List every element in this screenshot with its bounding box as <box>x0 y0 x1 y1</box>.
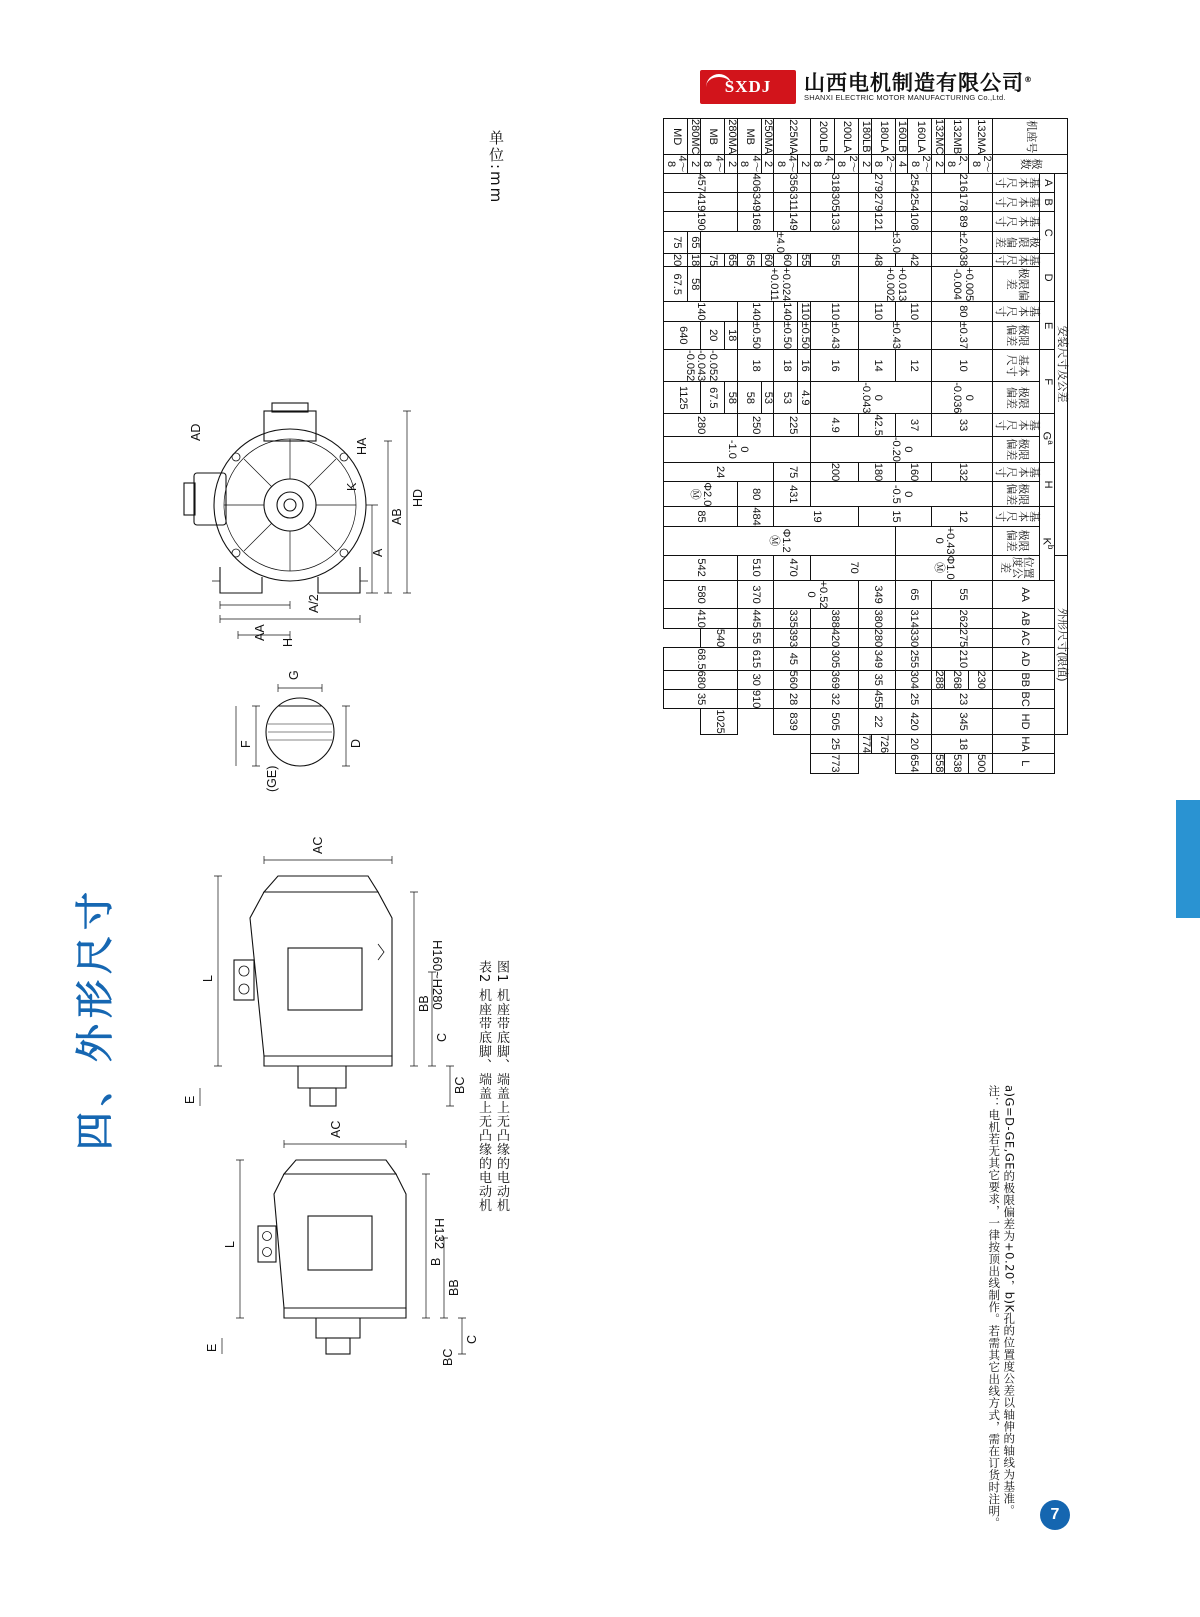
svg-text:L: L <box>201 975 215 982</box>
cell-BB: 304 <box>895 670 932 689</box>
cell-G-tol: 0 -0.20 <box>810 436 992 462</box>
cell-A: 216 <box>932 173 993 192</box>
svg-text:A: A <box>371 548 385 557</box>
cell-H: 225 <box>774 414 811 436</box>
cell-poles: 2 <box>761 155 774 173</box>
cell-model: 132MB <box>944 119 968 155</box>
cell-HA: 35 <box>664 689 737 708</box>
cell-C: 121 <box>859 212 896 231</box>
th-K-basic: 基本尺寸 <box>993 507 1040 526</box>
cell-BC: 45 <box>774 648 811 670</box>
svg-text:AC: AC <box>329 1120 343 1138</box>
cell-L: 654 <box>895 754 932 773</box>
cell-E-tol: ±0.50 <box>774 321 798 349</box>
svg-text:BC: BC <box>453 1076 467 1094</box>
cell-E: 110 <box>798 302 811 321</box>
svg-text:HA: HA <box>355 437 369 455</box>
cell-L: 500 <box>968 754 992 773</box>
svg-text:C: C <box>465 1334 479 1344</box>
registered-icon: ® <box>1024 75 1033 85</box>
cell-poles: 2～8 <box>908 155 933 173</box>
cell-H: 132 <box>932 462 993 481</box>
cell-AB: 484 <box>737 507 774 526</box>
svg-text:AD: AD <box>189 423 203 441</box>
cell-AA: 80 <box>737 482 774 507</box>
cell-BB: 393 <box>774 628 811 647</box>
cell-AB: 388 <box>810 609 858 628</box>
th-D-tol: 极限偏差 <box>993 267 1040 302</box>
svg-text:E: E <box>183 1095 197 1104</box>
th-F: F <box>1040 350 1055 414</box>
svg-text:BB: BB <box>447 1279 461 1296</box>
th-B-basic: 基本尺寸 <box>993 192 1040 211</box>
th-group-mount: 安装尺寸及公差 <box>1055 173 1068 555</box>
logo-mark-icon <box>700 70 796 104</box>
cell-F-tol: 0 -0.036 <box>932 382 993 414</box>
cell-C: 149 <box>774 212 811 231</box>
cell-poles: 2 <box>932 155 945 173</box>
cell-poles: 2 <box>859 155 872 173</box>
cell-BB: 349 <box>859 648 896 670</box>
cell-HD: 560 <box>774 670 811 689</box>
cell-F: 18 <box>688 254 701 267</box>
cell-F: 20 <box>700 321 724 349</box>
cell-G: 53 <box>761 382 774 414</box>
cell-K-tol: +0.43 0 <box>895 526 992 555</box>
cell-HD: 615 <box>737 648 774 670</box>
cell-model: 280MC <box>688 119 701 155</box>
cell-D-tol: +0.005 -0.004 <box>932 267 993 302</box>
cell-model: 180LB <box>859 119 872 155</box>
cell-BC: 35 <box>859 670 896 689</box>
cell-L: 1125 <box>664 382 701 414</box>
cell-H: 180 <box>859 462 896 481</box>
cell-C: 190 <box>664 212 737 231</box>
cell-BB: 540 <box>700 628 737 647</box>
cell-AD: 410 <box>664 609 737 628</box>
dimension-table-wrapper <box>663 118 1068 774</box>
figure-caption-1: 图1 机座带底脚、端盖上无凸缘的电动机 <box>494 960 509 1213</box>
cell-HA: 22 <box>859 709 896 734</box>
cell-H: 250 <box>737 414 774 436</box>
cell-BB: 369 <box>810 670 858 689</box>
cell-C-tol: ±2.0 <box>932 231 993 253</box>
svg-text:F: F <box>239 740 253 748</box>
th-A: A <box>1040 173 1055 192</box>
cell-AD: 370 <box>737 580 774 609</box>
cell-G: 53 <box>774 382 798 414</box>
th-model: 机座号 <box>993 119 1068 155</box>
cell-HD: 345 <box>932 709 993 734</box>
th-E-basic: 基本尺寸 <box>993 302 1040 321</box>
svg-text:K: K <box>345 482 359 491</box>
th-HD: HD <box>993 709 1055 734</box>
cell-E: 140 <box>774 302 798 321</box>
cell-HA: 18 <box>932 734 993 753</box>
svg-text:AB: AB <box>390 508 404 525</box>
cell-D: 60 <box>762 254 775 267</box>
th-HA: HA <box>993 734 1055 753</box>
cell-HA: 30 <box>737 670 774 689</box>
cell-BB: 445 <box>737 609 774 628</box>
side-tab-marker <box>1176 800 1200 918</box>
cell-H: 200 <box>810 462 858 481</box>
cell-C: 133 <box>810 212 858 231</box>
cell-L: 774 <box>859 734 872 754</box>
cell-AC: 580 <box>664 580 737 609</box>
th-D-basic: 基本尺寸 <box>993 254 1041 266</box>
cell-AD: 305 <box>810 648 858 670</box>
cell-BB: 288 <box>932 670 945 689</box>
table-letter-header-row <box>1040 119 1055 774</box>
cell-L: 773 <box>810 754 858 773</box>
cell-F: 10 <box>932 350 993 382</box>
cell-F-tol: 0 -0.043 <box>810 382 931 414</box>
cell-B: 279 <box>859 192 896 211</box>
cell-E-tol: ±0.43 <box>810 321 858 349</box>
th-B: B <box>1040 192 1055 211</box>
cell-F-tol: -0.052 -0.043 -0.052 <box>664 350 737 382</box>
cell-A: 254 <box>895 173 932 192</box>
cell-K: 15 <box>859 507 932 526</box>
cell-poles: 4、8 <box>811 155 835 173</box>
cell-E: 80 <box>932 302 993 321</box>
cell-D: 48 <box>859 254 896 267</box>
cell-model: 132MA <box>968 119 992 155</box>
cell-E: 140 <box>664 302 737 321</box>
cell-BC: 55 <box>737 628 774 647</box>
cell-poles: 4～8 <box>774 155 799 173</box>
cell-C: 168 <box>737 212 774 231</box>
cell-HA: 20 <box>895 734 932 753</box>
svg-text:B: B <box>429 1257 443 1266</box>
th-BB: BB <box>993 670 1055 689</box>
th-E: E <box>1040 302 1055 350</box>
cell-poles: 4～8 <box>664 155 689 173</box>
cell-BC: 25 <box>895 689 932 708</box>
cell-D: 38 <box>932 254 993 267</box>
cell-BC: 23 <box>932 689 993 708</box>
cell-D: 55 <box>798 254 811 267</box>
th-C-basic: 基本尺寸 <box>993 212 1040 231</box>
svg-text:A/2: A/2 <box>307 594 321 613</box>
cell-AC: 380 <box>859 609 896 628</box>
cell-poles: 2 <box>688 155 701 173</box>
cell-A: 279 <box>859 173 896 192</box>
svg-text:H: H <box>281 637 295 647</box>
th-BC: BC <box>993 689 1055 708</box>
page-title: 四、外形尺寸 <box>73 885 117 1150</box>
cell-BC: 68.5 <box>664 648 737 670</box>
cell-K: 12 <box>932 507 993 526</box>
cell-poles: 2 <box>725 155 738 173</box>
cell-H: 160 <box>895 462 932 481</box>
cell-BB: 230 <box>968 670 992 689</box>
th-G-basic: 基本尺寸 <box>993 414 1040 436</box>
cell-AC: 275 <box>932 628 993 647</box>
cell-model: 180LA <box>871 119 895 155</box>
svg-text:C: C <box>435 1032 449 1042</box>
logo-mark-text: SXDJ <box>724 77 772 96</box>
svg-text:G: G <box>287 670 301 680</box>
cell-model: 160LA <box>908 119 932 155</box>
cell-L: 839 <box>774 709 811 734</box>
cell-L: 538 <box>944 754 968 773</box>
cell-C: 89 <box>932 212 993 231</box>
cell-B: 349 <box>737 192 774 211</box>
cell-A: 457 <box>664 173 737 192</box>
cell-model: 160LB <box>895 119 908 155</box>
cell-AC: 470 <box>774 555 811 580</box>
cell-BC: 32 <box>810 689 858 708</box>
page-number: 7 <box>1040 1500 1070 1530</box>
svg-text:E: E <box>205 1343 219 1352</box>
cell-model: MD <box>664 119 688 155</box>
cell-model: 250MA <box>762 119 775 155</box>
cell-AC: 330 <box>895 628 932 647</box>
svg-text:AA: AA <box>253 624 267 641</box>
th-G-tol: 极限偏差 <box>993 436 1040 462</box>
cell-HD: 420 <box>895 709 932 734</box>
cell-poles: 2、8 <box>945 155 969 173</box>
cell-AD: 335 <box>774 609 811 628</box>
cell-C: 108 <box>895 212 932 231</box>
cell-poles: 4～8 <box>701 155 726 173</box>
cell-G: 4.9 <box>810 414 858 436</box>
cell-K: 24 <box>664 462 774 481</box>
cell-A: 406 <box>737 173 774 192</box>
cell-D: 55 <box>810 254 858 267</box>
figure-caption-2: 表2 机座带底脚、端盖上无凸缘的电动机 <box>476 960 491 1213</box>
cell-model: 132MC <box>932 119 945 155</box>
th-poles: 极数 <box>993 155 1068 173</box>
th-K: $K^b$ <box>1040 507 1055 580</box>
cell-D: 65 <box>737 254 761 267</box>
th-H-tol: 极限偏差 <box>993 482 1040 507</box>
cell-BB: 268 <box>944 670 968 689</box>
cell-AD: 255 <box>895 648 932 670</box>
cell-B: 311 <box>774 192 811 211</box>
cell-G: 37 <box>895 414 932 436</box>
cell-C-tol: ±3.0 <box>859 231 932 253</box>
cell-E-tol: ±0.50 <box>737 321 774 349</box>
cell-D: 75 <box>664 231 688 253</box>
cell-D-tol: +0.013 +0.002 <box>859 267 932 302</box>
cell-E-tol: ±0.43 <box>859 321 932 349</box>
cell-AA: 70 <box>810 555 895 580</box>
note-a-b: a)G=D-GE,GE的极限偏差为+0.20，b)K孔的位置度公差以轴伸的轴线为基准。 <box>1002 1085 1017 1517</box>
company-logo <box>700 70 1033 104</box>
th-K-tol: 极限偏差 <box>993 526 1040 555</box>
cell-AB: 262 <box>932 609 993 628</box>
cell-model: MB <box>737 119 761 155</box>
table-row <box>798 119 811 774</box>
cell-poles: 2～8 <box>835 155 860 173</box>
table-group-header-row <box>1055 119 1068 774</box>
th-L: L <box>993 754 1055 773</box>
cell-D: 75 <box>700 254 724 267</box>
cell-E-tol: ±0.50 <box>798 321 811 350</box>
cell-K-postol: Φ2.0 Ⓜ <box>664 482 737 507</box>
cell-AA: 65 <box>895 580 932 609</box>
cell-model: 225MA <box>774 119 811 155</box>
th-K-postol: 位置度公差 <box>993 555 1040 580</box>
cell-HA: 25 <box>810 734 858 753</box>
svg-text:L: L <box>223 1241 237 1248</box>
cell-G: 58 <box>725 382 738 414</box>
cell-G: 42.5 <box>859 414 896 436</box>
cell-G: 4.9 <box>798 382 811 414</box>
cell-E: 140 <box>737 302 774 321</box>
note-wiring: 注：电机若无其它要求，一律按顶出线制作。若需其它出线方式，需在订货时注明。 <box>987 1085 1002 1529</box>
th-AD: AD <box>993 648 1055 670</box>
th-C-tol: 极限偏差 <box>993 231 1040 253</box>
cell-AB: 314 <box>895 609 932 628</box>
svg-text:AC: AC <box>311 836 325 854</box>
svg-text:HD: HD <box>411 488 425 507</box>
unit-label: 单位:mm <box>487 130 505 205</box>
cell-B: 305 <box>810 192 858 211</box>
cell-A: 356 <box>774 173 811 192</box>
drawing-shaft-section <box>228 670 398 800</box>
cell-F: 18 <box>737 350 774 382</box>
th-AB: AB <box>993 609 1055 628</box>
cell-BB: 640 <box>664 321 701 349</box>
cell-model: 200LA <box>834 119 858 155</box>
cell-poles: 4～8 <box>738 155 762 173</box>
cell-H: 280 <box>664 414 737 436</box>
cell-AC: 420 <box>810 628 858 647</box>
cell-G: 67.5 <box>700 382 724 414</box>
cell-F: 18 <box>725 321 738 349</box>
cell-L: 726 <box>871 734 895 753</box>
cell-model: MB <box>700 119 724 155</box>
cell-E: 110 <box>859 302 896 321</box>
cell-L: 1025 <box>700 709 737 734</box>
table-row <box>968 119 992 774</box>
th-E-tol: 极限偏差 <box>993 321 1040 349</box>
th-G: $G^a$ <box>1040 414 1055 462</box>
drawing-label-h160-h280: H160~H280 <box>430 940 445 1010</box>
cell-C-tol: ±4.0 <box>700 231 858 253</box>
cell-AA: 85 <box>664 507 737 526</box>
cell-G: 58 <box>688 267 701 302</box>
company-name-en: SHANXI ELECTRIC MOTOR MANUFACTURING Co.,Ltd. <box>804 93 1006 103</box>
cell-K-postol: Φ1.2 Ⓜ <box>664 526 895 555</box>
cell-K-postol: Φ1.0 Ⓜ <box>895 555 992 580</box>
cell-H-tol: 0 -0.5 <box>810 482 992 507</box>
cell-poles: 4 <box>895 155 908 173</box>
cell-poles: 2～8 <box>872 155 896 173</box>
cell-poles: 2～8 <box>969 155 994 173</box>
cell-AB: 542 <box>664 555 737 580</box>
cell-AA: 55 <box>932 580 993 609</box>
dimension-table <box>663 118 1068 774</box>
cell-K: 19 <box>774 507 859 526</box>
company-name-cn: 山西电机制造有限公司® <box>804 71 1033 96</box>
cell-B: 254 <box>895 192 932 211</box>
cell-B: 178 <box>932 192 993 211</box>
cell-H-tol: 0 -1.0 <box>664 436 811 462</box>
cell-D: 65 <box>688 231 701 253</box>
cell-F: 12 <box>895 350 932 382</box>
cell-model: 200LB <box>810 119 834 155</box>
cell-F: 16 <box>798 350 811 382</box>
cell-AD: 280 <box>859 628 896 647</box>
th-C: C <box>1040 212 1055 254</box>
cell-G: 33 <box>932 414 993 436</box>
cell-poles: 2 <box>798 155 811 173</box>
cell-E: 110 <box>895 302 932 321</box>
cell-HD: 505 <box>810 709 858 734</box>
drawing-label-h132: H132 <box>432 1218 447 1250</box>
cell-HD: 680 <box>664 670 737 689</box>
cell-F: 18 <box>774 350 798 382</box>
cell-D: 60 <box>774 254 798 267</box>
cell-A: 318 <box>810 173 858 192</box>
svg-text:(GE): (GE) <box>265 765 279 792</box>
cell-K-tol: +0.52 0 <box>774 580 859 609</box>
cell-HD: 455 <box>859 689 896 708</box>
th-H: H <box>1040 462 1055 506</box>
th-D: D <box>1040 254 1055 302</box>
cell-AB: 349 <box>859 580 896 609</box>
drawing-side-view-h132 <box>200 1120 480 1370</box>
cell-E-tol: ±0.37 <box>932 321 993 349</box>
cell-F: 20 <box>664 254 688 267</box>
th-F-basic: 基本尺寸 <box>993 350 1040 382</box>
cell-AD: 210 <box>932 648 993 670</box>
th-group-outline: 外形尺寸(限值) <box>1055 555 1068 734</box>
svg-text:D: D <box>349 738 363 748</box>
cell-G: 58 <box>737 382 761 414</box>
svg-text:BC: BC <box>441 1348 455 1366</box>
cell-AC: 510 <box>737 555 774 580</box>
cell-G: 67.5 <box>664 267 688 302</box>
cell-HA: 28 <box>774 689 811 708</box>
cell-F: 16 <box>810 350 858 382</box>
cell-AA: 75 <box>774 462 811 481</box>
drawing-end-view <box>160 395 470 655</box>
cell-L: 910 <box>737 689 774 708</box>
th-F-tol: 极限偏差 <box>993 382 1040 414</box>
cell-D-tol: +0.024 +0.011 <box>700 267 858 302</box>
cell-D: 65 <box>725 254 738 267</box>
cell-L: 558 <box>932 754 945 773</box>
cell-F: 14 <box>859 350 896 382</box>
th-H-basic: 基本尺寸 <box>993 462 1040 481</box>
th-AC: AC <box>993 628 1055 647</box>
cell-AB: 431 <box>774 482 811 507</box>
cell-E: 110 <box>810 302 858 321</box>
th-AA: AA <box>993 580 1055 609</box>
cell-B: 419 <box>664 192 737 211</box>
cell-model: 280MA <box>725 119 738 155</box>
svg-text:BB: BB <box>417 995 431 1012</box>
th-A-basic: 基本尺寸 <box>993 173 1040 192</box>
cell-D: 42 <box>895 254 932 267</box>
